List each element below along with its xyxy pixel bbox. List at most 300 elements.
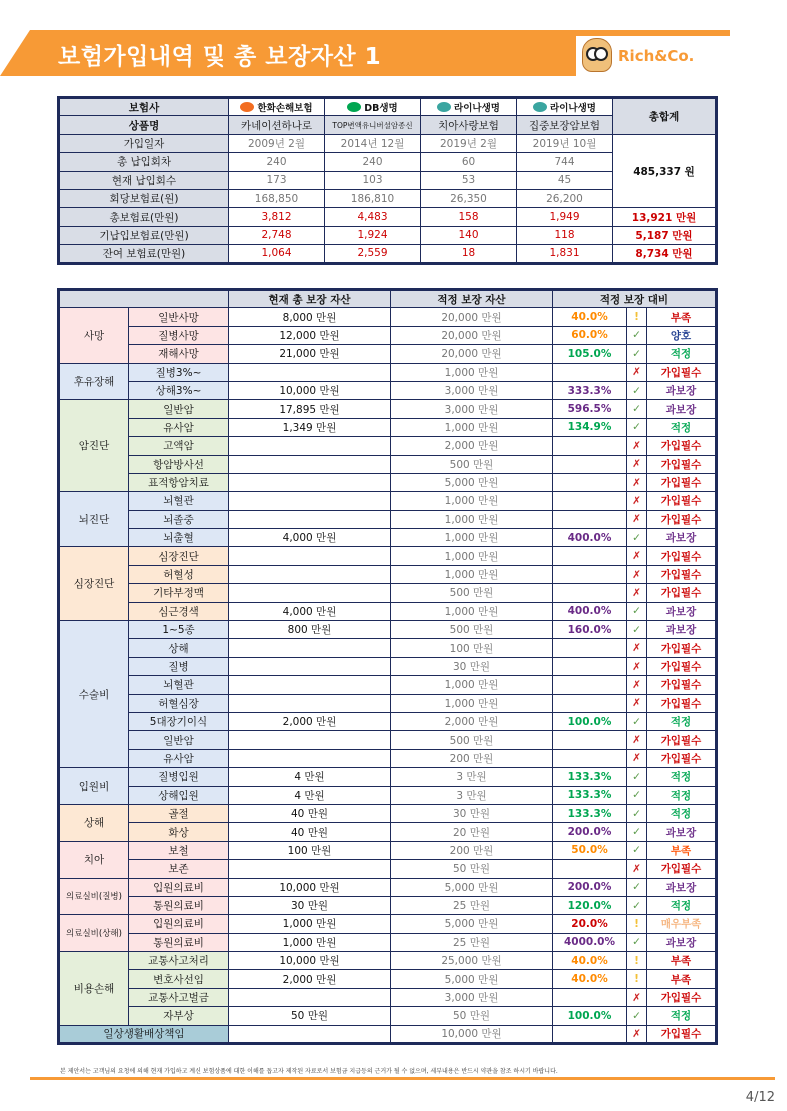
current-coverage: [229, 731, 391, 749]
current-coverage: 10,000 만원: [229, 878, 391, 896]
item-label: 일반사망: [129, 308, 229, 326]
item-label: 허혈성: [129, 565, 229, 583]
current-coverage: [229, 749, 391, 767]
coverage-ratio: 4000.0%: [553, 933, 627, 951]
company-logo-icon: [347, 102, 361, 112]
coverage-row: [59, 860, 717, 878]
coverage-row: [59, 731, 717, 749]
item-label: 입원의료비: [129, 878, 229, 896]
recommended-coverage: 200 만원: [391, 749, 553, 767]
current-coverage: [229, 547, 391, 565]
current-coverage: [229, 676, 391, 694]
item-label: 일반암: [129, 400, 229, 418]
summary-value: 2,748: [229, 226, 325, 244]
coverage-status: 과보장: [647, 381, 717, 399]
company-cell: [421, 98, 517, 116]
coverage-row: [59, 621, 717, 639]
category-label: 뇌진단: [59, 492, 129, 547]
coverage-ratio: 100.0%: [553, 1007, 627, 1025]
summary-value: 240: [229, 153, 325, 171]
category-label: 심장진단: [59, 547, 129, 621]
category-label: 상해: [59, 804, 129, 841]
coverage-ratio: 40.0%: [553, 952, 627, 970]
coverage-header: 현재 총 보장 자산: [229, 290, 391, 308]
coverage-status: 가입필수: [647, 363, 717, 381]
recommended-coverage: 1,000 만원: [391, 602, 553, 620]
current-coverage: 30 만원: [229, 896, 391, 914]
footer-rule: [30, 1077, 775, 1080]
coverage-ratio: 200.0%: [553, 823, 627, 841]
coverage-row: [59, 308, 717, 326]
coverage-ratio: [553, 676, 627, 694]
check-icon: ✓: [627, 400, 647, 418]
current-coverage: [229, 860, 391, 878]
company-name: 한화손해보험: [257, 103, 313, 115]
item-label: 표적항암치료: [129, 473, 229, 491]
summary-value: 4,483: [325, 208, 421, 226]
summary-row-label: 총보험료(만원): [59, 208, 229, 226]
summary-value: 26,350: [421, 189, 517, 207]
coverage-header: 적정 보장 대비: [553, 290, 717, 308]
summary-value: 1,831: [517, 245, 613, 263]
coverage-ratio: 105.0%: [553, 345, 627, 363]
coverage-ratio: [553, 565, 627, 583]
coverage-ratio: [553, 1025, 627, 1043]
check-icon: ✓: [627, 1007, 647, 1025]
coverage-row: [59, 915, 717, 933]
coverage-status: 가입필수: [647, 437, 717, 455]
current-coverage: 10,000 만원: [229, 381, 391, 399]
item-label: 허혈심장: [129, 694, 229, 712]
coverage-row: [59, 786, 717, 804]
coverage-status: 가입필수: [647, 988, 717, 1006]
coverage-ratio: [553, 731, 627, 749]
current-coverage: [229, 694, 391, 712]
summary-row: [59, 208, 717, 226]
coverage-ratio: [553, 749, 627, 767]
company-logo: [517, 100, 612, 114]
recommended-coverage: 5,000 만원: [391, 473, 553, 491]
item-label: 상해입원: [129, 786, 229, 804]
page-number: 4/12: [745, 1090, 775, 1105]
item-label: 통원의료비: [129, 896, 229, 914]
summary-value: 60: [421, 153, 517, 171]
coverage-ratio: 40.0%: [553, 308, 627, 326]
current-coverage: 17,895 만원: [229, 400, 391, 418]
item-label: 기타부정맥: [129, 584, 229, 602]
item-label: 뇌졸중: [129, 510, 229, 528]
coverage-status: 가입필수: [647, 455, 717, 473]
recommended-coverage: 30 만원: [391, 804, 553, 822]
cross-icon: ✗: [627, 473, 647, 491]
coverage-status: 가입필수: [647, 860, 717, 878]
coverage-row: [59, 1007, 717, 1025]
coverage-ratio: [553, 657, 627, 675]
item-label: 상해3%~: [129, 381, 229, 399]
coverage-status: 가입필수: [647, 473, 717, 491]
product-name: 치아사랑보험: [421, 116, 517, 134]
company-logo-icon: [533, 102, 547, 112]
coverage-ratio: 40.0%: [553, 970, 627, 988]
summary-total: 8,734 만원: [613, 245, 717, 263]
cross-icon: ✗: [627, 639, 647, 657]
item-label: 뇌출혈: [129, 529, 229, 547]
current-coverage: [229, 584, 391, 602]
item-label: 심근경색: [129, 602, 229, 620]
coverage-status: 부족: [647, 308, 717, 326]
check-icon: ✓: [627, 786, 647, 804]
coverage-row: [59, 492, 717, 510]
company-logo: [325, 100, 420, 114]
item-label: 일반암: [129, 731, 229, 749]
cross-icon: ✗: [627, 510, 647, 528]
check-icon: ✓: [627, 933, 647, 951]
item-label: 골절: [129, 804, 229, 822]
coverage-status: 가입필수: [647, 547, 717, 565]
check-icon: ✓: [627, 841, 647, 859]
cross-icon: ✗: [627, 455, 647, 473]
cross-icon: ✗: [627, 565, 647, 583]
check-icon: ✓: [627, 418, 647, 436]
coverage-status: 부족: [647, 970, 717, 988]
current-coverage: [229, 657, 391, 675]
recommended-coverage: 1,000 만원: [391, 565, 553, 583]
check-icon: ✓: [627, 345, 647, 363]
cross-icon: ✗: [627, 731, 647, 749]
recommended-coverage: 1,000 만원: [391, 492, 553, 510]
coverage-ratio: [553, 455, 627, 473]
coverage-row: [59, 749, 717, 767]
cross-icon: ✗: [627, 547, 647, 565]
item-label: 질병3%~: [129, 363, 229, 381]
summary-value: 2,559: [325, 245, 421, 263]
coverage-row: [59, 326, 717, 344]
coverage-status: 과보장: [647, 878, 717, 896]
coverage-row: [59, 400, 717, 418]
item-label: 뇌혈관: [129, 676, 229, 694]
coverage-row: [59, 878, 717, 896]
summary-row-label: 기납입보험료(만원): [59, 226, 229, 244]
recommended-coverage: 2,000 만원: [391, 712, 553, 730]
summary-row-label: 가입일자: [59, 134, 229, 152]
premium-total: 485,337 원: [613, 134, 717, 208]
summary-row-label: 회당보험료(원): [59, 189, 229, 207]
summary-total: 13,921 만원: [613, 208, 717, 226]
item-label: 5대장기이식: [129, 712, 229, 730]
coverage-status: 가입필수: [647, 639, 717, 657]
summary-value: 240: [325, 153, 421, 171]
item-label: 통원의료비: [129, 933, 229, 951]
recommended-coverage: 20,000 만원: [391, 345, 553, 363]
coverage-ratio: 200.0%: [553, 878, 627, 896]
recommended-coverage: 500 만원: [391, 621, 553, 639]
item-label: 유사암: [129, 418, 229, 436]
coverage-ratio: [553, 694, 627, 712]
coverage-row: [59, 639, 717, 657]
check-icon: ✓: [627, 712, 647, 730]
coverage-status: 적정: [647, 1007, 717, 1025]
footnote: 본 제안서는 고객님의 요청에 의해 현재 가입하고 계신 보험상품에 대한 이해를 돕고자 제작된 자료로서 보험금 지급등의 근거가 될 수 없으며, 세부내용은 반드시 약관을 참조 하시기 바랍니다.: [60, 1068, 558, 1075]
product-label: 상품명: [59, 116, 229, 134]
coverage-row: [59, 565, 717, 583]
coverage-row: [59, 363, 717, 381]
coverage-ratio: [553, 473, 627, 491]
product-name: 집중보장암보험: [517, 116, 613, 134]
warning-icon: !: [627, 970, 647, 988]
summary-total: 5,187 만원: [613, 226, 717, 244]
summary-row-label: 현재 납입회수: [59, 171, 229, 189]
coverage-ratio: 50.0%: [553, 841, 627, 859]
coverage-status: 가입필수: [647, 584, 717, 602]
company-cell: [229, 98, 325, 116]
coverage-ratio: [553, 988, 627, 1006]
current-coverage: 1,000 만원: [229, 933, 391, 951]
current-coverage: 1,000 만원: [229, 915, 391, 933]
coverage-status: 가입필수: [647, 657, 717, 675]
recommended-coverage: 1,000 만원: [391, 418, 553, 436]
summary-value: 26,200: [517, 189, 613, 207]
coverage-ratio: [553, 363, 627, 381]
coverage-ratio: 333.3%: [553, 381, 627, 399]
coverage-status: 가입필수: [647, 694, 717, 712]
coverage-row: [59, 345, 717, 363]
coverage-row: [59, 547, 717, 565]
item-label: 교통사고벌금: [129, 988, 229, 1006]
item-label: 입원의료비: [129, 915, 229, 933]
recommended-coverage: 1,000 만원: [391, 510, 553, 528]
coverage-status: 과보장: [647, 823, 717, 841]
coverage-row: [59, 933, 717, 951]
item-label: 변호사선임: [129, 970, 229, 988]
item-label: 심장진단: [129, 547, 229, 565]
category-label: 사망: [59, 308, 129, 363]
coverage-row: [59, 381, 717, 399]
coverage-ratio: [553, 584, 627, 602]
coverage-status: 적정: [647, 418, 717, 436]
coverage-ratio: [553, 492, 627, 510]
coverage-row: [59, 952, 717, 970]
summary-row-label: 총 납입회차: [59, 153, 229, 171]
coverage-status: 가입필수: [647, 565, 717, 583]
item-label: 질병사망: [129, 326, 229, 344]
summary-table: [57, 96, 718, 265]
item-label: 항암방사선: [129, 455, 229, 473]
company-label: 보험사: [59, 98, 229, 116]
category-label: 수술비: [59, 621, 129, 768]
check-icon: ✓: [627, 326, 647, 344]
coverage-ratio: [553, 860, 627, 878]
recommended-coverage: 1,000 만원: [391, 676, 553, 694]
coverage-status: 적정: [647, 768, 717, 786]
company-row: [59, 98, 717, 116]
current-coverage: 2,000 만원: [229, 970, 391, 988]
coverage-ratio: 596.5%: [553, 400, 627, 418]
coverage-status: 가입필수: [647, 510, 717, 528]
company-name: 라이나생명: [454, 103, 500, 115]
cross-icon: ✗: [627, 676, 647, 694]
category-label: 치아: [59, 841, 129, 878]
recommended-coverage: 20,000 만원: [391, 326, 553, 344]
coverage-status: 가입필수: [647, 492, 717, 510]
coverage-status: 가입필수: [647, 749, 717, 767]
summary-value: 168,850: [229, 189, 325, 207]
coverage-status: 과보장: [647, 529, 717, 547]
coverage-row: [59, 473, 717, 491]
summary-row: [59, 134, 717, 152]
coverage-status: 매우부족: [647, 915, 717, 933]
coverage-status: 과보장: [647, 933, 717, 951]
check-icon: ✓: [627, 768, 647, 786]
coverage-ratio: [553, 547, 627, 565]
coverage-status: 적정: [647, 804, 717, 822]
category-label: 의료실비(질병): [59, 878, 129, 915]
check-icon: ✓: [627, 896, 647, 914]
current-coverage: 4,000 만원: [229, 529, 391, 547]
company-name: 라이나생명: [550, 103, 596, 115]
owl-icon: [582, 38, 612, 72]
coverage-row: [59, 602, 717, 620]
summary-value: 1,924: [325, 226, 421, 244]
coverage-header: 적정 보장 자산: [391, 290, 553, 308]
recommended-coverage: 50 만원: [391, 860, 553, 878]
recommended-coverage: 20 만원: [391, 823, 553, 841]
item-label: 재해사망: [129, 345, 229, 363]
company-logo: [229, 100, 324, 114]
check-icon: ✓: [627, 804, 647, 822]
cross-icon: ✗: [627, 657, 647, 675]
recommended-coverage: 3,000 만원: [391, 381, 553, 399]
recommended-coverage: 500 만원: [391, 455, 553, 473]
cross-icon: ✗: [627, 437, 647, 455]
recommended-coverage: 100 만원: [391, 639, 553, 657]
coverage-ratio: 20.0%: [553, 915, 627, 933]
coverage-row: [59, 841, 717, 859]
item-label: 보철: [129, 841, 229, 859]
recommended-coverage: 3,000 만원: [391, 400, 553, 418]
check-icon: ✓: [627, 529, 647, 547]
coverage-ratio: 160.0%: [553, 621, 627, 639]
summary-value: 45: [517, 171, 613, 189]
cross-icon: ✗: [627, 584, 647, 602]
recommended-coverage: 500 만원: [391, 731, 553, 749]
current-coverage: 2,000 만원: [229, 712, 391, 730]
current-coverage: 4 만원: [229, 768, 391, 786]
item-label: 일상생활배상책임: [59, 1025, 229, 1043]
current-coverage: [229, 455, 391, 473]
check-icon: ✓: [627, 878, 647, 896]
current-coverage: [229, 437, 391, 455]
coverage-row: [59, 694, 717, 712]
coverage-row: [59, 437, 717, 455]
summary-value: 2009년 2월: [229, 134, 325, 152]
grand-total-label: 총합계: [613, 98, 717, 135]
item-label: 고액암: [129, 437, 229, 455]
category-label: 입원비: [59, 768, 129, 805]
coverage-ratio: [553, 437, 627, 455]
coverage-row: [59, 1025, 717, 1043]
coverage-status: 가입필수: [647, 676, 717, 694]
coverage-row: [59, 823, 717, 841]
current-coverage: [229, 510, 391, 528]
summary-value: 140: [421, 226, 517, 244]
coverage-ratio: 100.0%: [553, 712, 627, 730]
summary-row: [59, 245, 717, 263]
item-label: 교통사고처리: [129, 952, 229, 970]
current-coverage: 12,000 만원: [229, 326, 391, 344]
recommended-coverage: 1,000 만원: [391, 363, 553, 381]
coverage-status: 과보장: [647, 400, 717, 418]
recommended-coverage: 1,000 만원: [391, 547, 553, 565]
company-name: DB생명: [364, 103, 398, 115]
coverage-row: [59, 804, 717, 822]
brand-name: Rich&Co.: [618, 47, 695, 65]
summary-value: 2019년 10월: [517, 134, 613, 152]
company-logo-icon: [240, 102, 254, 112]
coverage-ratio: 120.0%: [553, 896, 627, 914]
recommended-coverage: 25 만원: [391, 896, 553, 914]
cross-icon: ✗: [627, 363, 647, 381]
coverage-ratio: [553, 639, 627, 657]
coverage-row: [59, 676, 717, 694]
item-label: 상해: [129, 639, 229, 657]
category-label: 비용손해: [59, 952, 129, 1026]
recommended-coverage: 3 만원: [391, 786, 553, 804]
coverage-row: [59, 657, 717, 675]
check-icon: ✓: [627, 621, 647, 639]
summary-value: 53: [421, 171, 517, 189]
coverage-row: [59, 768, 717, 786]
cross-icon: ✗: [627, 860, 647, 878]
coverage-ratio: 133.3%: [553, 768, 627, 786]
current-coverage: 10,000 만원: [229, 952, 391, 970]
summary-row-label: 잔여 보험료(만원): [59, 245, 229, 263]
item-label: 질병: [129, 657, 229, 675]
coverage-status: 가입필수: [647, 1025, 717, 1043]
coverage-row: [59, 712, 717, 730]
cross-icon: ✗: [627, 988, 647, 1006]
coverage-status: 적정: [647, 896, 717, 914]
current-coverage: 4 만원: [229, 786, 391, 804]
category-label: 암진단: [59, 400, 129, 492]
recommended-coverage: 5,000 만원: [391, 970, 553, 988]
coverage-status: 과보장: [647, 621, 717, 639]
coverage-row: [59, 418, 717, 436]
coverage-ratio: 400.0%: [553, 602, 627, 620]
recommended-coverage: 3 만원: [391, 768, 553, 786]
check-icon: ✓: [627, 602, 647, 620]
summary-row: [59, 226, 717, 244]
item-label: 보존: [129, 860, 229, 878]
company-logo-icon: [437, 102, 451, 112]
coverage-ratio: 134.9%: [553, 418, 627, 436]
coverage-status: 가입필수: [647, 731, 717, 749]
coverage-row: [59, 529, 717, 547]
summary-value: 2019년 2월: [421, 134, 517, 152]
item-label: 유사암: [129, 749, 229, 767]
recommended-coverage: 5,000 만원: [391, 915, 553, 933]
cross-icon: ✗: [627, 492, 647, 510]
current-coverage: 50 만원: [229, 1007, 391, 1025]
recommended-coverage: 200 만원: [391, 841, 553, 859]
current-coverage: [229, 565, 391, 583]
current-coverage: 40 만원: [229, 823, 391, 841]
coverage-table: [57, 288, 718, 1045]
company-logo: [421, 100, 516, 114]
current-coverage: 4,000 만원: [229, 602, 391, 620]
category-label: 후유장해: [59, 363, 129, 400]
summary-value: 1,949: [517, 208, 613, 226]
warning-icon: !: [627, 915, 647, 933]
